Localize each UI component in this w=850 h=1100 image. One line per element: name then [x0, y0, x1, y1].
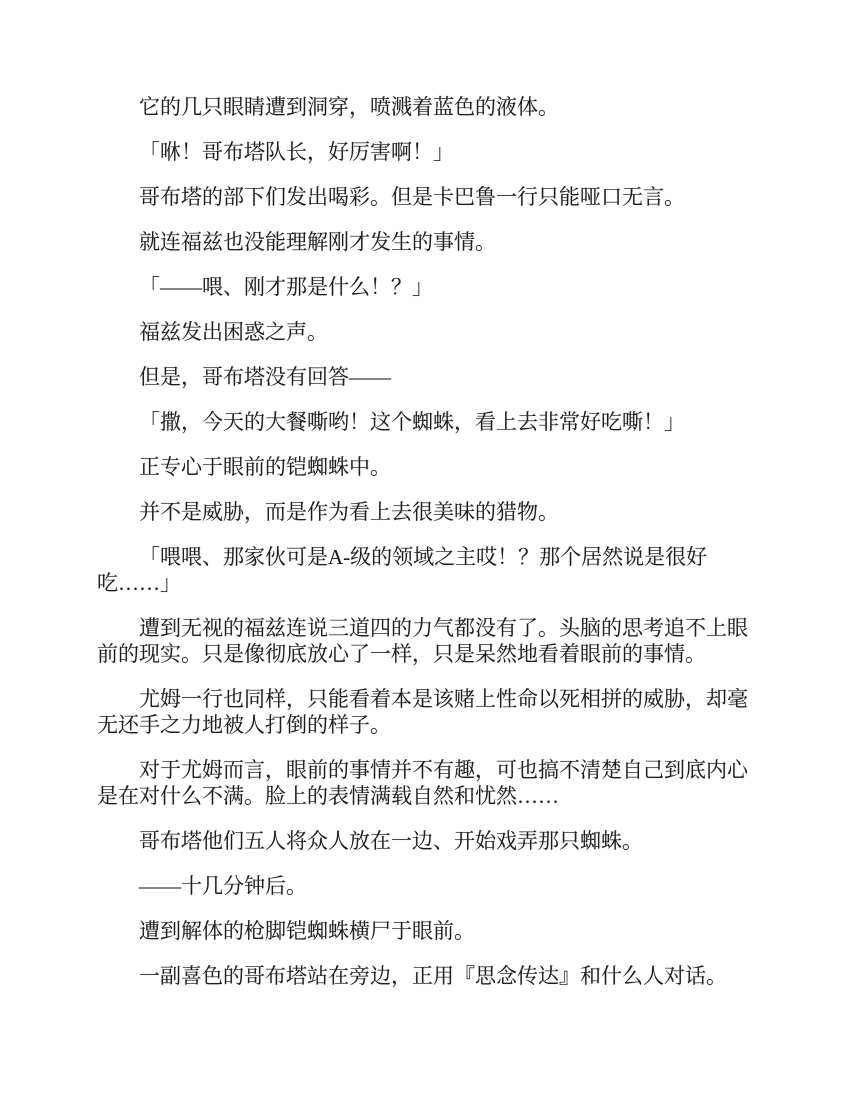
paragraph-1: 它的几只眼睛遭到洞穿，喷溅着蓝色的液体。	[139, 95, 559, 119]
paragraph-3: 哥布塔的部下们发出喝彩。但是卡巴鲁一行只能哑口无言。	[139, 185, 685, 209]
paragraph-16: ——十几分钟后。	[139, 874, 307, 898]
paragraph-14: 对于尤姆而言，眼前的事情并不有趣，可也搞不清楚自己到底内心是在对什么不满。脸上的表情满载自然和忧然……	[97, 758, 748, 808]
paragraph-18: 一副喜色的哥布塔站在旁边，正用『思念传达』和什么人对话。	[139, 964, 727, 988]
paragraph-10: 并不是威胁，而是作为看上去很美味的猎物。	[139, 500, 559, 524]
paragraph-7: 但是，哥布塔没有回答——	[139, 365, 391, 389]
paragraph-6: 福兹发出困惑之声。	[139, 320, 328, 344]
paragraph-11: 「喂喂、那家伙可是A-级的领域之主哎！？那个居然说是很好吃……」	[97, 545, 708, 595]
paragraph-13: 尤姆一行也同样，只能看着本是该赌上性命以死相拼的威胁，却毫无还手之力地被人打倒的样子。	[97, 687, 748, 737]
paragraph-8: 「撒，今天的大餐嘶哟！这个蜘蛛，看上去非常好吃嘶！」	[139, 410, 685, 434]
paragraph-2: 「咻！哥布塔队长，好厉害啊！」	[139, 140, 454, 164]
paragraph-15: 哥布塔他们五人将众人放在一边、开始戏弄那只蜘蛛。	[139, 829, 643, 853]
paragraph-12: 遭到无视的福兹连说三道四的力气都没有了。头脑的思考追不上眼前的现实。只是像彻底放心了一样，只是呆然地看着眼前的事情。	[97, 616, 748, 666]
paragraph-5: 「——喂、刚才那是什么！？」	[139, 275, 433, 299]
paragraph-9: 正专心于眼前的铠蜘蛛中。	[139, 455, 391, 479]
paragraph-4: 就连福兹也没能理解刚才发生的事情。	[139, 230, 496, 254]
paragraph-17: 遭到解体的枪脚铠蜘蛛横尸于眼前。	[139, 919, 475, 943]
text-column	[97, 94, 749, 1008]
